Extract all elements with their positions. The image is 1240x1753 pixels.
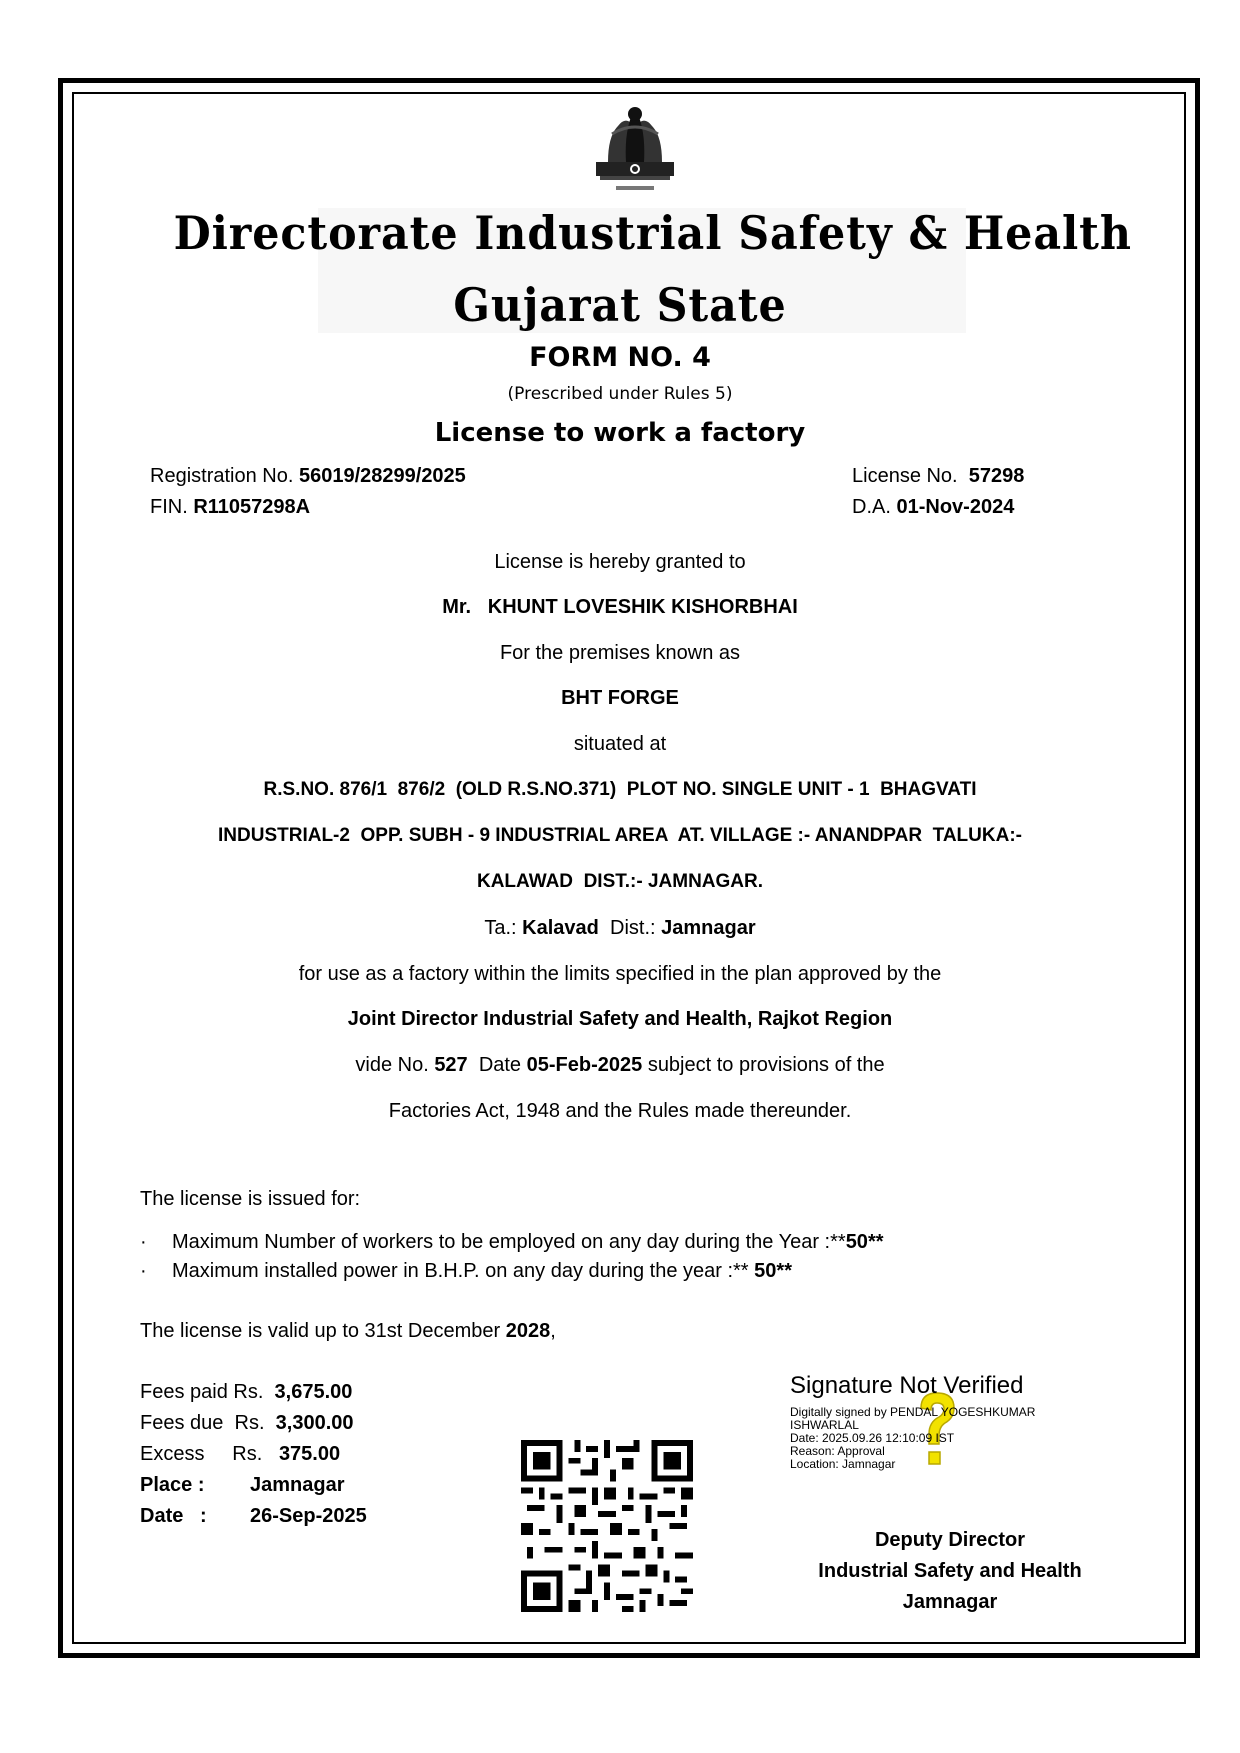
issued-for-heading: The license is issued for: xyxy=(140,1188,361,1210)
signature-location: Location: Jamnagar xyxy=(790,1457,896,1471)
bullet-icon: · xyxy=(140,1260,147,1282)
signatory-designation: Deputy Director xyxy=(874,1529,1026,1551)
bullet-icon: · xyxy=(140,1231,147,1253)
vide-label: vide No. xyxy=(355,1054,429,1076)
use-as-factory-text: for use as a factory within the limits specified in the plan approved by the xyxy=(298,963,942,985)
place-label: Place : xyxy=(140,1474,205,1496)
premises-name: BHT FORGE xyxy=(561,687,679,709)
da-date xyxy=(852,496,1014,519)
taluka-label: Ta.: xyxy=(484,917,517,939)
fees-due-label: Fees due Rs. xyxy=(140,1412,265,1434)
workers-value: 50 xyxy=(845,1231,868,1253)
directorate-title: Directorate Industrial Safety & Health xyxy=(173,206,1132,260)
address-line-1: R.S.NO. 876/1 876/2 (OLD R.S.NO.371) PLOT NO. SINGLE UNIT - 1 BHAGVATI xyxy=(263,779,977,800)
approver: Joint Director Industrial Safety and Health, Rajkot Region xyxy=(347,1008,893,1030)
address-line-2: INDUSTRIAL-2 OPP. SUBH - 9 INDUSTRIAL AREA AT. VILLAGE :- ANANDPAR TALUKA:- xyxy=(218,825,1022,846)
da-label: D.A. xyxy=(852,496,891,518)
workers-suffix: ** xyxy=(867,1231,884,1253)
signed-by: Digitally signed by PENDAL YOGESHKUMAR xyxy=(790,1405,1036,1419)
list-item xyxy=(140,1231,884,1254)
licensee-name xyxy=(140,596,1100,619)
fees-paid-value: 3,675.00 xyxy=(274,1381,353,1403)
subject-to-text: subject to provisions of the xyxy=(647,1054,885,1076)
taluka-value: Kalavad xyxy=(522,917,599,939)
licensee-name-value: KHUNT LOVESHIK KISHORBHAI xyxy=(487,596,798,618)
signature-details xyxy=(790,1406,1120,1471)
power-text: Maximum installed power in B.H.P. on any day during the year :** xyxy=(172,1260,755,1282)
workers-text: Maximum Number of workers to be employed on any day during the Year :** xyxy=(172,1231,846,1253)
vide-line xyxy=(140,1054,1100,1077)
situated-at-text: situated at xyxy=(573,733,667,755)
granted-to-text: License is hereby granted to xyxy=(494,551,746,573)
validity-suffix: , xyxy=(550,1320,556,1342)
district-label: Dist.: xyxy=(610,917,656,939)
validity-year: 2028 xyxy=(505,1320,551,1342)
license-value: 57298 xyxy=(968,465,1025,487)
prescribed-rule: (Prescribed under Rules 5) xyxy=(507,384,733,404)
place xyxy=(140,1474,345,1497)
validity-prefix: The license is valid up to 31st December xyxy=(140,1320,506,1342)
signed-by-cont: ISHWARLAL xyxy=(790,1418,859,1432)
validity-text xyxy=(140,1320,556,1343)
vide-number: 527 xyxy=(434,1054,468,1076)
digital-signature-block xyxy=(790,1372,1120,1471)
national-emblem-icon xyxy=(590,100,680,198)
da-value: 01-Nov-2024 xyxy=(896,496,1015,518)
registration-value: 56019/28299/2025 xyxy=(298,465,466,487)
date-value: 26-Sep-2025 xyxy=(250,1505,367,1527)
excess-label: Excess xyxy=(140,1443,205,1465)
fees-due-value: 3,300.00 xyxy=(275,1412,354,1434)
power-value: 50 xyxy=(754,1260,777,1282)
fees-excess xyxy=(140,1443,340,1466)
registration-label: Registration No. xyxy=(150,465,294,487)
issue-date xyxy=(140,1505,367,1528)
vide-date-label: Date xyxy=(478,1054,522,1076)
excess-rs: Rs. xyxy=(232,1443,263,1465)
premises-known-text: For the premises known as xyxy=(499,642,741,664)
fees-due xyxy=(140,1412,354,1435)
license-label: License No. xyxy=(852,465,958,487)
form-number: FORM NO. 4 xyxy=(529,342,711,373)
fin-number xyxy=(150,496,310,519)
signature-date: Date: 2025.09.26 12:10:09 IST xyxy=(790,1431,955,1445)
state-title: Gujarat State xyxy=(453,278,787,332)
act-text: Factories Act, 1948 and the Rules made thereunder. xyxy=(388,1100,852,1122)
fees-paid-label: Fees paid Rs. xyxy=(140,1381,264,1403)
date-label: Date : xyxy=(140,1505,207,1527)
taluka-district xyxy=(140,917,1100,940)
licensee-prefix: Mr. xyxy=(442,596,472,618)
qr-code-icon xyxy=(520,1440,694,1612)
vide-date: 05-Feb-2025 xyxy=(526,1054,643,1076)
signature-status: Signature Not Verified xyxy=(790,1372,1024,1399)
district-value: Jamnagar xyxy=(661,917,756,939)
signature-reason: Reason: Approval xyxy=(790,1444,885,1458)
place-value: Jamnagar xyxy=(250,1474,345,1496)
license-number xyxy=(852,465,1024,488)
fin-label: FIN. xyxy=(150,496,188,518)
signatory-place: Jamnagar xyxy=(902,1591,998,1613)
fin-value: R11057298A xyxy=(193,496,311,518)
license-title: License to work a factory xyxy=(434,418,806,448)
list-item xyxy=(140,1260,792,1283)
excess-value: 375.00 xyxy=(278,1443,341,1465)
power-suffix: ** xyxy=(776,1260,792,1282)
address-line-3: KALAWAD DIST.:- JAMNAGAR. xyxy=(476,871,764,892)
fees-paid xyxy=(140,1381,352,1404)
signatory-department: Industrial Safety and Health xyxy=(818,1560,1082,1582)
registration-number xyxy=(150,465,466,488)
